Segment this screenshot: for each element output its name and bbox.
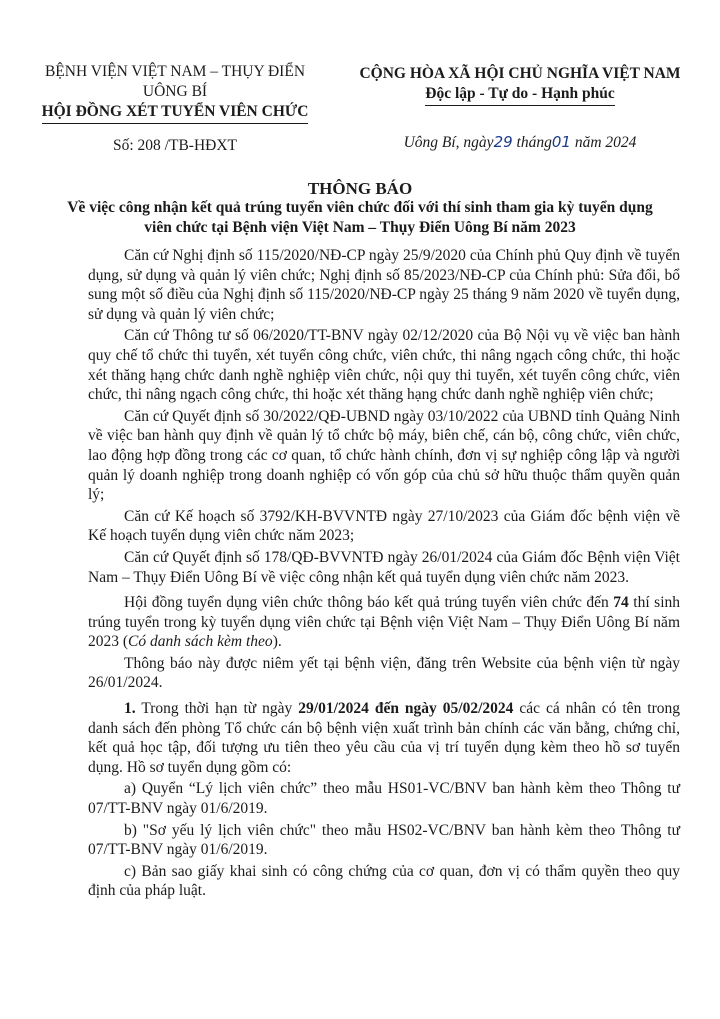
submission-period: 29/01/2024 đến ngày 05/02/2024 [298,700,514,718]
nation-name: CỘNG HÒA XÃ HỘI CHỦ NGHĨA VIỆT NAM [359,65,681,82]
paragraph-legal-basis-2: Căn cứ Thông tư số 06/2020/TT-BNV ngày 02/12/2020 của Bộ Nội vụ về việc ban hành quy chế tổ chức thi tuyển, xét tuyển công chức, viên chức, thi nâng ngạch công chức, thi hoặc xét thăng hạng chức danh nghề nghiệp viên chức, nội quy thi tuyển, xét tuyển công chức, viên chức, thi nâng ngạch công chức, thi hoặc xét thăng hạng chức danh nghề nghiệp viên chức; [88,327,680,404]
issue-date [335,132,705,153]
issuer-council [30,102,320,124]
date-month-handwritten: 01 [551,133,571,151]
item-1-text-b: Trong thời hạn từ ngày [141,700,293,718]
issuer-block [30,62,320,156]
candidate-count: 74 [613,594,629,612]
attachment-note: Có danh sách kèm theo [128,633,273,651]
document-body [88,246,680,903]
document-title: THÔNG BÁO [307,179,413,198]
date-day-handwritten: 29 [493,133,513,151]
paragraph-item-a: a) Quyển “Lý lịch viên chức” theo mẫu HS01-VC/BNV ban hành kèm theo Thông tư 07/TT-BNV ngày 01/6/2019. [88,780,680,818]
motto-text: Độc lập - Tự do - Hạnh phúc [425,84,614,106]
paragraph-item-1 [88,699,680,777]
paragraph-legal-basis-4: Căn cứ Kế hoạch số 3792/KH-BVVNTĐ ngày 27/10/2023 của Giám đốc bệnh viện về Kế hoạch tuyển dụng viên chức năm 2023; [88,507,680,545]
document-subtitle: Về việc công nhận kết quả trúng tuyển viên chức đối với thí sinh tham gia kỳ tuyển dụng viên chức tại Bệnh viện Việt Nam – Thụy Điển Uông Bí năm 2023 [67,199,653,236]
paragraph-announcement [88,593,680,652]
document-number: Số: 208 /TB-HĐXT [113,137,237,154]
national-header [335,64,705,151]
paragraph-legal-basis-1: Căn cứ Nghị định số 115/2020/NĐ-CP ngày 25/9/2020 của Chính phủ Quy định về tuyển dụng, sử dụng và quản lý viên chức; Nghị định số 85/2023/NĐ-CP của Chính phủ: Sửa đổi, bổ sung một số điều của Nghị định số 115/2020/NĐ-CP ngày 25 tháng 9 năm 2020 về tuyển dụng, sử dụng và quản lý viên chức; [88,247,680,323]
date-year: năm 2024 [574,134,637,151]
issuer-line-1: BỆNH VIỆN VIỆT NAM – THỤY ĐIỂN [44,63,306,80]
item-1-text-d: các cá nhân có tên trong danh sách đến phòng Tổ chức cán bộ bệnh viện xuất trình bản chính các văn bằng, chứng chỉ, kết quả học tập, đối tượng ưu tiên theo yêu cầu của vị trí tuyển dụng kèm theo hồ sơ tuyển dụng. Hồ sơ tuyển dụng gồm có: [88,700,680,776]
date-prefix: Uông Bí, ngày [403,134,494,151]
nation-motto [335,84,705,106]
paragraph-legal-basis-3: Căn cứ Quyết định số 30/2022/QĐ-UBND ngày 03/10/2022 của UBND tỉnh Quảng Ninh về việc ban hành quy định về quản lý tổ chức bộ máy, biên chế, cán bộ, công chức, viên chức, lao động hợp đồng trong các cơ quan, tổ chức hành chính, đơn vị sự nghiệp công lập và người quản lý doanh nghiệp trong doanh nghiệp có vốn góp của chủ sở hữu thuộc thẩm quyền quản lý; [88,407,680,504]
paragraph-item-c: c) Bản sao giấy khai sinh có công chứng của cơ quan, đơn vị có thẩm quyền theo quy định của pháp luật. [88,862,680,900]
paragraph-legal-basis-5: Căn cứ Quyết định số 178/QĐ-BVVNTĐ ngày 26/01/2024 của Giám đốc Bệnh viện Việt Nam – Thụy Điển Uông Bí về việc công nhận kết quả tuyển dụng viên chức năm 2023. [88,548,680,586]
issuer-line-2: UÔNG BÍ [142,83,208,100]
paragraph-item-b: b) "Sơ yếu lý lịch viên chức" theo mẫu HS02-VC/BNV ban hành kèm theo Thông tư 07/TT-BNV ngày 01/6/2019. [88,821,680,859]
paragraph-posting: Thông báo này được niêm yết tại bệnh viện, đăng trên Website của bệnh viện từ ngày 26/01/2024. [88,654,680,692]
date-month-label: tháng [516,134,552,151]
announcement-text-a: Hội đồng tuyển dụng viên chức thông báo kết quả trúng tuyển viên chức đến [124,594,609,612]
item-1-number: 1. [124,700,136,718]
issuer-council-text: HỘI ĐỒNG XÉT TUYỂN VIÊN CHỨC [42,102,309,124]
announcement-text-e: ). [272,633,282,651]
announcement-text-c: thí sinh trúng tuyển trong kỳ tuyển dụng viên chức tại Bệnh viện Việt Nam – Thụy Điển Uông Bí năm 2023 ( [88,594,681,651]
